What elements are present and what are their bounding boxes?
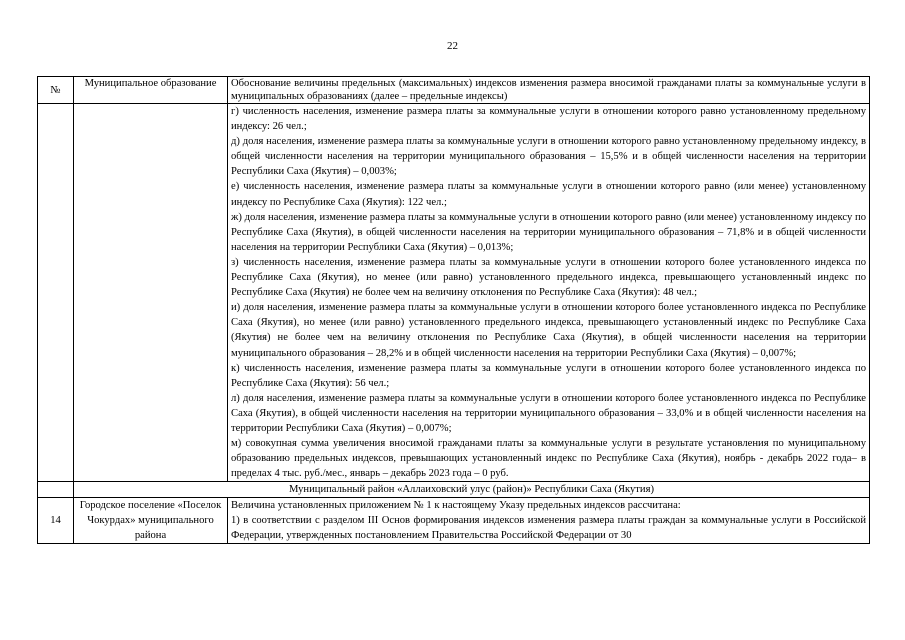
header-number: № xyxy=(38,77,74,104)
list-item-k: к) численность населения, изменение размера платы за коммунальные услуги в отношении которого более установленного индекса по Республике Саха (Якутия): 56 чел.; xyxy=(231,362,866,389)
row-14-number: 14 xyxy=(38,498,74,544)
table-header-row xyxy=(38,77,870,104)
list-item-d: д) доля населения, изменение размера платы за коммунальные услуги в отношении которого равно установленному предельному индексу, в общей численности населения на территории муниципального образования – 15,5% и в общей численности населения на территории Республики Саха (Якутия) – 0,003%; xyxy=(231,136,866,178)
cell-district-empty xyxy=(38,482,74,498)
list-item-zh: ж) доля населения, изменение размера платы за коммунальные услуги в отношении которого равно (или менее) установленному индексу по Республике Саха (Якутия), в общей численности населения на территории муниципального образования – 71,8% и в общей численности населения на территории Республики Саха (Якутия) – 0,013%; xyxy=(231,211,866,253)
row-14-item-1: 1) в соответствии с разделом III Основ формирования индексов изменения размера платы граждан за коммунальные услуги в Российской Федерации, утвержденных постановлением Правительства Российской Федерации от 30 xyxy=(231,515,866,542)
header-justification: Обоснование величины предельных (максимальных) индексов изменения размера вносимой гражданами платы за коммунальные услуги в муниципальных образованиях (далее – предельные индексы) xyxy=(228,77,870,104)
list-item-l: л) доля населения, изменение размера платы за коммунальные услуги в отношении которого более установленного индекса по Республике Саха (Якутия), в общей численности населения на территории муниципального образования – 33,0% и в общей численности населения на территории Республики Саха (Якутия) – 0,007%; xyxy=(231,392,866,434)
list-item-m: м) совокупная сумма увеличения вносимой гражданами платы за коммунальные услуги в результате установления по муниципальному образованию предельных индексов, превышающих установленный индекс по Республике Саха (Якутия), ноябрь - декабрь 2022 года– в пределах 4 тыс. руб./мес., январь – декабрь 2023 года – 0 руб. xyxy=(231,438,866,480)
list-item-z: з) численность населения, изменение размера платы за коммунальные услуги в отношении которого более установленного индекса по Республике Саха (Якутия), но менее (или равно) установленного предельного индекса, превышающего установленный индекс по Республике Саха (Якутия) не более чем на величину отклонения по Республике Саха (Якутия): 48 чел.; xyxy=(231,256,866,299)
list-item-e: е) численность населения, изменение размера платы за коммунальные услуги в отношении которого равно (или менее) установленному индексу по Республике Саха (Якутия): 122 чел.; xyxy=(231,181,866,208)
justification-table xyxy=(37,76,870,544)
row-14-justification xyxy=(228,498,870,544)
page-number: 22 xyxy=(447,40,458,52)
row-14-intro: Величина установленных приложением № 1 к настоящему Указу предельных индексов рассчитана: xyxy=(231,500,681,512)
row-14-municipality: Городское поселение «Поселок Чокурдах» муниципального района xyxy=(74,498,228,544)
header-municipality: Муниципальное образование xyxy=(74,77,228,104)
district-heading: Муниципальный район «Аллаиховский улус (район)» Республики Саха (Якутия) xyxy=(74,482,870,498)
cell-continuation-text xyxy=(228,104,870,482)
table-row-continuation xyxy=(38,104,870,482)
cell-municipality-empty xyxy=(74,104,228,482)
cell-number-empty xyxy=(38,104,74,482)
list-item-g: г) численность населения, изменение размера платы за коммунальные услуги в отношении которого равно установленному предельному индексу: 26 чел.; xyxy=(231,106,866,133)
list-item-i: и) доля населения, изменение размера платы за коммунальные услуги в отношении которого более установленного индекса по Республике Саха (Якутия), но менее (или равно) установленного предельного индекса, превышающего установленный индекс по Республике Саха (Якутия) не более чем на величину отклонения по Республике Саха (Якутия), в общей численности населения на территории муниципального образования – 28,2% и в общей численности населения на территории Республики Саха (Якутия) – 0,007%; xyxy=(231,302,866,359)
district-heading-row xyxy=(38,482,870,498)
table-row-14 xyxy=(38,498,870,544)
